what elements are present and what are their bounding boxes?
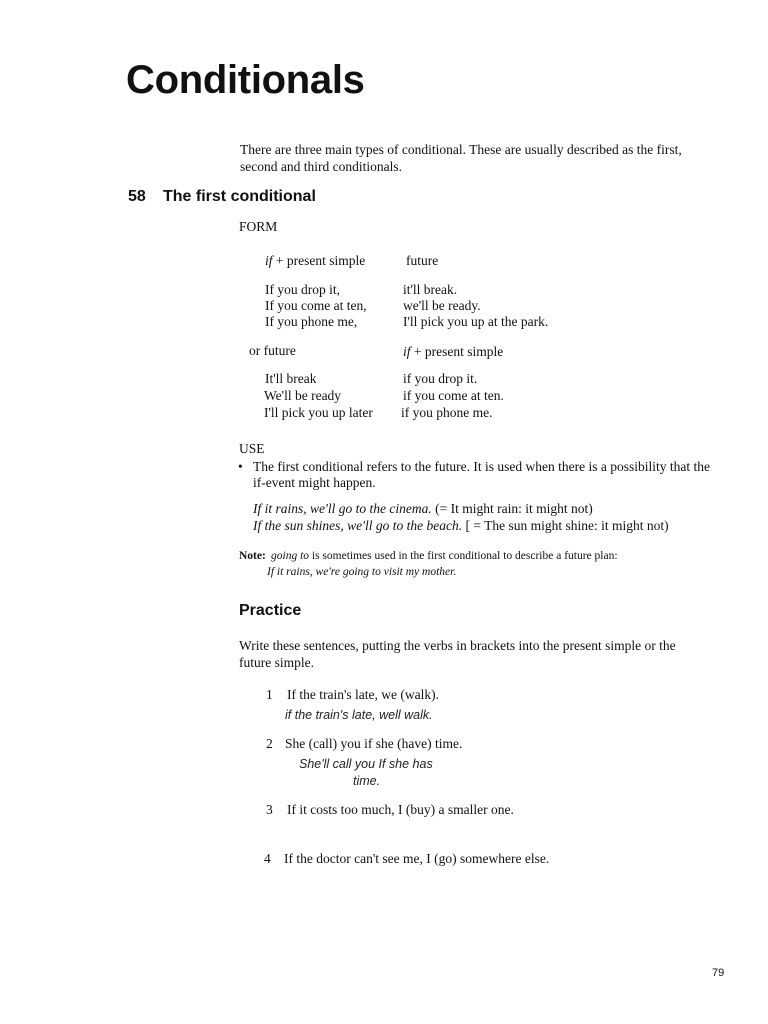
practice-instructions: Write these sentences, putting the verbs in brackets into the present simple or the future simple. (239, 638, 676, 670)
form-example2-left: If you come at ten, (265, 298, 367, 313)
item-answer-2-line2: time. (353, 774, 381, 788)
item-answer-2-line1: She'll call you If she has (299, 757, 433, 771)
item-number-2: 2 (266, 736, 273, 751)
form-example4-left: It'll break (265, 371, 317, 386)
item-text-2: She (call) you if she (have) time. (285, 736, 463, 751)
form-example6-right: if you phone me. (401, 405, 493, 420)
item-answer-1: if the train's late, well walk. (285, 708, 433, 722)
item-text-1: If the train's late, we (walk). (287, 687, 439, 702)
pattern2-col2-text: + present simple (410, 344, 504, 359)
form-pattern2-col2 (403, 343, 503, 360)
use-label: USE (239, 441, 265, 456)
note-example: If it rains, we're going to visit my mother. (267, 566, 457, 578)
form-example6-left: I'll pick you up later (264, 405, 373, 420)
if-keyword: if (403, 344, 411, 359)
form-example1-right: it'll break. (403, 282, 458, 297)
intro-paragraph: There are three main types of conditional. These are usually described as the first, second and third conditionals. (240, 142, 682, 174)
use-example-2-sentence: If the sun shines, we'll go to the beach. (253, 518, 463, 533)
form-pattern1-col2: future (406, 253, 439, 268)
if-keyword: if (265, 253, 273, 268)
use-example-1 (253, 500, 593, 517)
page-number: 79 (712, 967, 725, 979)
section-title: The first conditional (163, 188, 316, 205)
form-example5-right: if you come at ten. (403, 388, 504, 403)
use-example-2-gloss: [ = The sun might shine: it might not) (462, 518, 669, 533)
form-example4-right: if you drop it. (403, 371, 478, 386)
item-number-3: 3 (266, 802, 273, 817)
page-title: Conditionals (126, 58, 365, 102)
form-label: FORM (239, 219, 278, 234)
use-description: The first conditional refers to the future. It is used when there is a possibility that the if-event might happen. (253, 459, 711, 490)
use-example-2 (253, 517, 669, 534)
form-example2-right: we'll be ready. (403, 298, 481, 313)
practice-heading: Practice (239, 602, 302, 619)
use-example-1-gloss: (= It might rain: it might not) (431, 501, 593, 516)
use-example-1-sentence: If it rains, we'll go to the cinema. (253, 501, 432, 516)
item-number-1: 1 (266, 687, 273, 702)
form-example3-left: If you phone me, (265, 314, 358, 329)
item-number-4: 4 (264, 851, 271, 866)
note-label: Note: (239, 550, 266, 562)
note-text (271, 550, 618, 562)
form-example3-right: I'll pick you up at the park. (403, 314, 549, 329)
section-number: 58 (128, 188, 146, 205)
note-body: is sometimes used in the first conditional to describe a future plan: (309, 550, 618, 562)
pattern1-col1-text: + present simple (272, 253, 366, 268)
form-pattern1-col1 (265, 252, 365, 269)
form-pattern2-col1: or future (249, 343, 296, 358)
note-term: going to (271, 550, 310, 562)
item-text-4: If the doctor can't see me, I (go) somewhere else. (284, 851, 550, 866)
bullet-marker: • (238, 459, 243, 474)
form-example5-left: We'll be ready (264, 388, 342, 403)
item-text-3: If it costs too much, I (buy) a smaller one. (287, 802, 514, 817)
form-example1-left: If you drop it, (265, 282, 340, 297)
